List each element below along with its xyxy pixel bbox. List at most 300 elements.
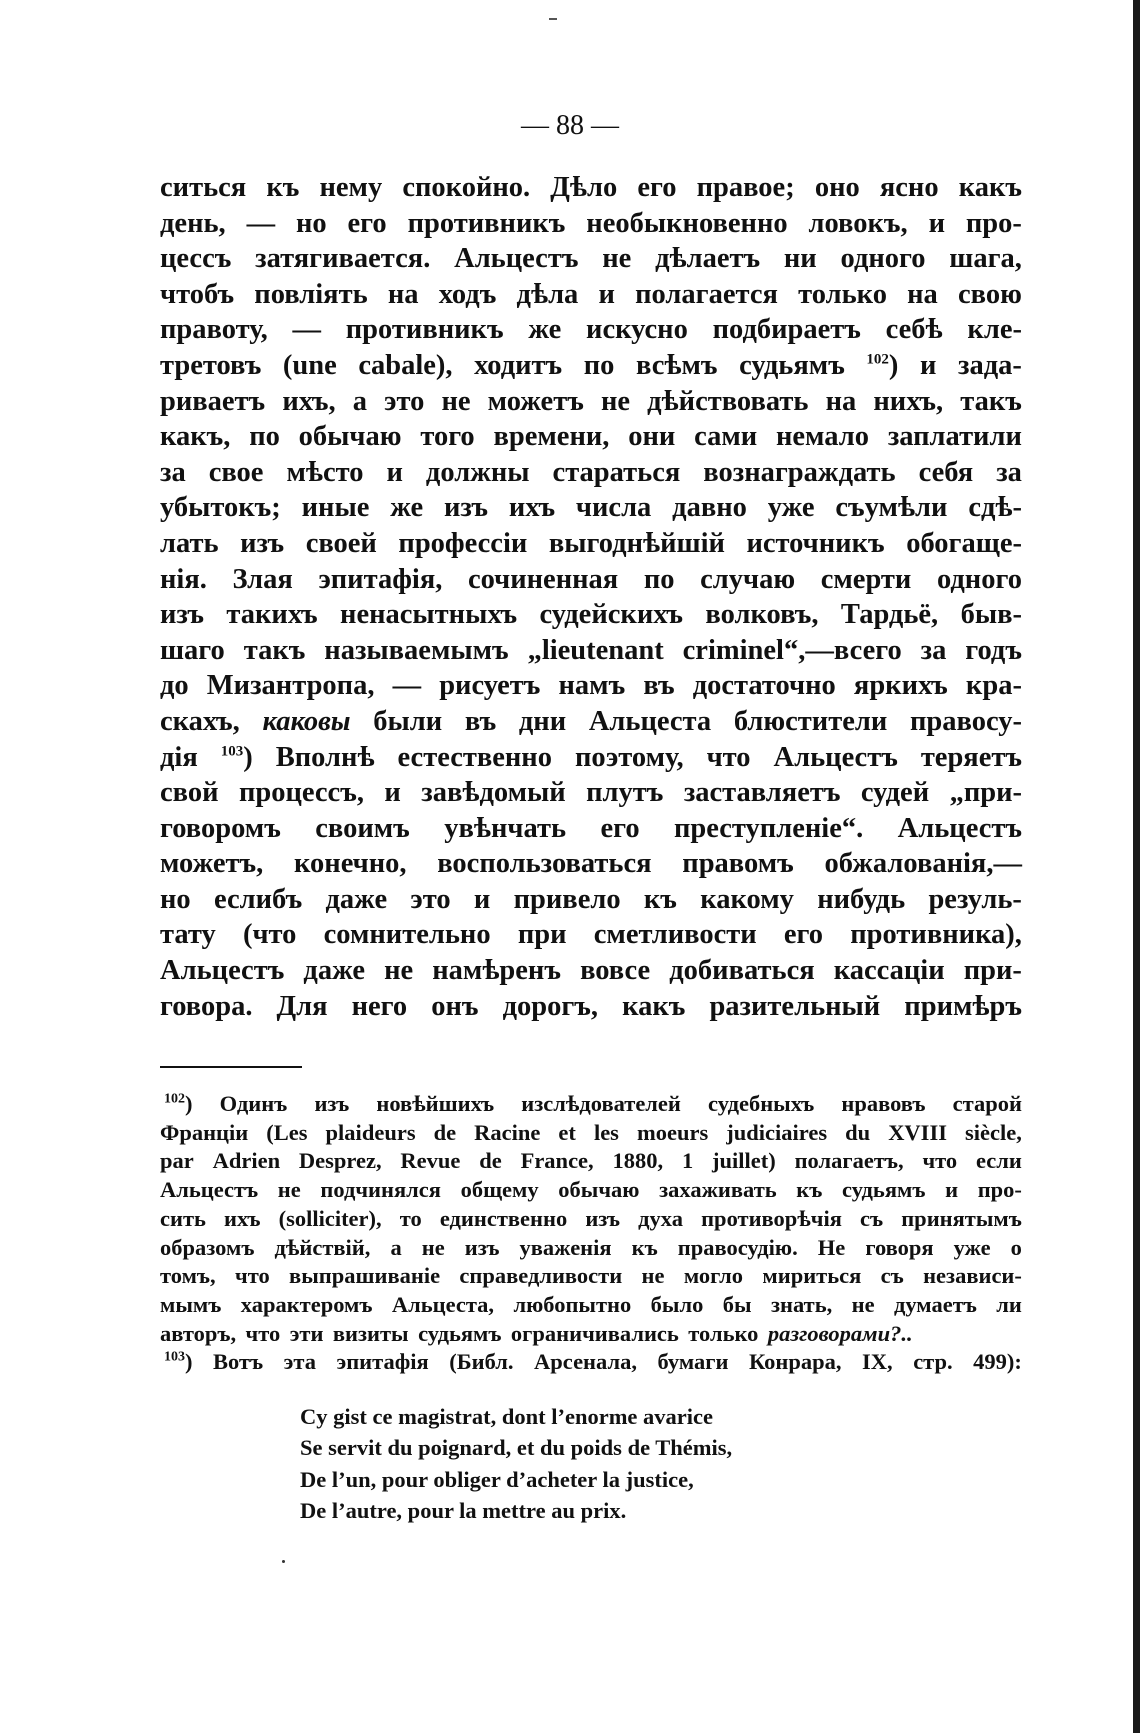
- word: изъ: [160, 599, 205, 631]
- word: они: [628, 421, 676, 453]
- word: давно: [672, 492, 747, 524]
- word: не: [641, 1263, 665, 1289]
- body-line: [160, 455, 1022, 491]
- word: cabale),: [358, 349, 453, 381]
- word: это: [384, 385, 425, 417]
- word: но: [295, 207, 327, 239]
- word: намѣренъ: [432, 955, 561, 987]
- word: France,: [520, 1148, 594, 1174]
- word: Не: [817, 1234, 846, 1260]
- word: и: [928, 207, 945, 239]
- word: каковы: [262, 705, 351, 737]
- word: и: [384, 777, 401, 809]
- word: онъ: [431, 990, 479, 1022]
- word: изъ: [314, 1091, 350, 1116]
- word: какъ,: [160, 421, 231, 453]
- word: полагаетъ,: [794, 1148, 904, 1174]
- word: цессъ: [160, 243, 232, 275]
- word: les: [593, 1119, 619, 1145]
- word: „lieutenant: [527, 634, 664, 666]
- word: обычаю: [298, 421, 402, 453]
- word: дія: [160, 741, 198, 773]
- word: ихъ: [224, 1205, 261, 1231]
- footnote-ref: 103: [164, 1349, 185, 1365]
- body-line: [160, 811, 1022, 847]
- word: говоромъ: [160, 812, 281, 844]
- word: —: [392, 670, 422, 702]
- word: сдѣ-: [968, 492, 1022, 524]
- word: только: [688, 1320, 759, 1346]
- body-line: [160, 526, 1022, 562]
- word: любопытно: [513, 1291, 632, 1317]
- word: себѣ: [885, 314, 943, 346]
- word: же: [528, 314, 562, 346]
- word: рисуетъ: [439, 670, 541, 702]
- body-line: [160, 953, 1022, 989]
- word: въ: [643, 670, 675, 702]
- word: судебныхъ: [708, 1091, 815, 1116]
- word: а: [390, 1234, 402, 1260]
- word: затягивается.: [255, 243, 431, 275]
- word: кра-: [965, 670, 1022, 702]
- body-line: [160, 597, 1022, 633]
- word: et: [558, 1119, 576, 1145]
- footnote-rule: [160, 1066, 302, 1068]
- word: Альцестъ: [160, 955, 285, 987]
- word: (une: [282, 349, 337, 381]
- word: третовъ: [160, 349, 262, 381]
- word: сами: [694, 421, 758, 453]
- page-edge: [1133, 0, 1140, 1733]
- word: шага,: [949, 243, 1022, 275]
- body-line: [160, 206, 1022, 242]
- word: ограничивались: [510, 1320, 679, 1346]
- word: мымъ: [160, 1291, 222, 1317]
- word: стараться: [552, 456, 681, 488]
- word: Дѣло: [550, 172, 618, 203]
- word: съумѣли: [835, 492, 948, 524]
- word: судьямъ: [418, 1320, 502, 1346]
- word: намъ: [558, 670, 626, 702]
- word: яркихъ: [853, 670, 948, 702]
- body-line: [160, 775, 1022, 811]
- word: обогаще-: [906, 527, 1022, 559]
- word: своимъ: [315, 812, 410, 844]
- word: судьямъ: [842, 1177, 926, 1203]
- body-line: [160, 419, 1022, 455]
- word: Вотъ: [213, 1349, 264, 1375]
- word: кассаціи: [833, 955, 945, 987]
- word: дѣла: [516, 278, 579, 310]
- word: а: [352, 385, 368, 417]
- word: блюстители: [733, 705, 888, 737]
- word: день,: [160, 207, 226, 239]
- word: одного: [936, 563, 1022, 595]
- word: какъ: [622, 990, 686, 1022]
- word: (Les: [266, 1119, 308, 1145]
- word: были: [373, 705, 443, 737]
- word: $^{103}$): [164, 1349, 193, 1375]
- word: de: [433, 1119, 457, 1145]
- word: бы: [722, 1291, 752, 1317]
- word: siècle,: [965, 1119, 1022, 1145]
- word: (что: [242, 919, 297, 951]
- word: дорогъ,: [502, 990, 599, 1022]
- word: противникъ: [345, 314, 504, 346]
- word: ихъ: [508, 492, 556, 524]
- word: изслѣдователей: [521, 1091, 681, 1116]
- word: его: [347, 207, 387, 239]
- word: можетъ: [487, 385, 584, 417]
- word: нихъ,: [873, 385, 944, 417]
- word: конечно,: [293, 848, 407, 880]
- word: (Библ.: [449, 1349, 514, 1375]
- word: Злая: [232, 563, 293, 595]
- word: какъ: [958, 172, 1022, 203]
- body-text: [160, 170, 1022, 1024]
- body-line: [160, 668, 1022, 704]
- word: ли: [996, 1291, 1022, 1317]
- word: $^{102}$): [866, 349, 899, 381]
- word: разительный: [709, 990, 881, 1022]
- word: эта: [283, 1349, 316, 1375]
- word: сить: [160, 1205, 206, 1231]
- word: обычаю: [558, 1177, 640, 1203]
- word: справедливости: [459, 1263, 623, 1289]
- word: и: [598, 278, 615, 310]
- word: заплатили: [887, 421, 1022, 453]
- word: своей: [305, 527, 377, 559]
- word: на: [907, 278, 938, 310]
- word: правое;: [696, 172, 795, 203]
- word: съ: [880, 1263, 904, 1289]
- word: Adrien: [212, 1148, 281, 1174]
- word: подбираетъ: [712, 314, 861, 346]
- word: зада-: [958, 349, 1022, 381]
- word: образомъ: [160, 1234, 255, 1260]
- word: захаживать: [659, 1177, 777, 1203]
- body-line: [160, 562, 1022, 598]
- word: поэтому,: [574, 741, 684, 773]
- word: убытокъ;: [160, 492, 281, 524]
- footnote-ref: 102: [164, 1091, 185, 1107]
- word: Конрара,: [748, 1349, 842, 1375]
- body-line: [160, 989, 1022, 1025]
- word: вознаграждать: [703, 456, 896, 488]
- word: правосудію.: [677, 1234, 798, 1260]
- word: годъ: [965, 634, 1022, 666]
- word: дѣйствій,: [274, 1234, 371, 1260]
- word: новѣйшихъ: [376, 1091, 495, 1116]
- word: вовсе: [580, 955, 651, 987]
- word: Альцестъ: [897, 812, 1022, 844]
- page-number: — 88 —: [521, 110, 619, 141]
- word: завѣдомый: [421, 777, 566, 809]
- word: $^{103}$): [220, 741, 253, 773]
- word: что: [245, 1320, 281, 1346]
- word: и: [945, 1177, 959, 1203]
- word: теряетъ: [920, 741, 1022, 773]
- word: до: [160, 670, 189, 702]
- word: du: [845, 1119, 871, 1145]
- word: не: [602, 243, 632, 275]
- word: ихъ,: [282, 385, 336, 417]
- word: принятымъ: [901, 1205, 1022, 1231]
- verse-line: Se servit du poignard, et du poids de Thémis,: [300, 1435, 733, 1461]
- word: нія.: [160, 563, 207, 595]
- word: ни: [783, 243, 817, 275]
- word: говоря: [865, 1234, 934, 1260]
- word: только: [798, 278, 887, 310]
- word: Desprez,: [298, 1148, 382, 1174]
- word: правосу-: [909, 705, 1022, 737]
- word: по: [249, 421, 280, 453]
- word: ходъ: [438, 278, 497, 310]
- word: и: [386, 456, 403, 488]
- word: говора.: [160, 990, 253, 1022]
- word: нибудь: [817, 883, 906, 915]
- word: воспользоваться: [437, 848, 652, 880]
- body-line: [160, 312, 1022, 348]
- word: числа: [575, 492, 652, 524]
- word: нему: [319, 172, 383, 203]
- word: шаго: [160, 634, 225, 666]
- word: дѣйствовать: [647, 385, 809, 417]
- word: и: [920, 349, 937, 381]
- word: дни: [518, 705, 567, 737]
- body-line: [160, 241, 1022, 277]
- body-line: [160, 740, 1022, 776]
- word: $^{102}$): [164, 1091, 193, 1116]
- word: IX,: [862, 1349, 893, 1375]
- word: за: [996, 456, 1022, 488]
- word: мѣсто: [286, 456, 364, 488]
- word: нравовъ: [841, 1091, 926, 1116]
- word: ходитъ: [474, 349, 563, 381]
- word: уваженія: [519, 1234, 612, 1260]
- word: par: [160, 1148, 194, 1174]
- word: подчинялся: [320, 1177, 441, 1203]
- word: даже: [325, 883, 388, 915]
- word: добиваться: [669, 955, 815, 987]
- body-line: [160, 846, 1022, 882]
- word: смерти: [820, 563, 912, 595]
- word: сметливости: [593, 919, 757, 951]
- word: не: [277, 1177, 301, 1203]
- word: если: [976, 1148, 1022, 1174]
- word: свой: [160, 777, 219, 809]
- word: судьямъ: [739, 349, 845, 381]
- word: привело: [513, 883, 621, 915]
- footnote-ref: 103: [220, 743, 244, 759]
- word: духа: [638, 1205, 683, 1231]
- word: ловокъ,: [808, 207, 908, 239]
- word: Альцестъ: [454, 243, 579, 275]
- word: изъ: [444, 492, 489, 524]
- body-line: [160, 882, 1022, 918]
- word: его: [600, 812, 640, 844]
- word: изъ: [240, 527, 285, 559]
- word: (solliciter),: [278, 1205, 382, 1231]
- word: что: [922, 1148, 958, 1174]
- word: къ: [796, 1177, 823, 1203]
- word: выгоднѣйшій: [548, 527, 725, 559]
- word: знать,: [770, 1291, 833, 1317]
- word: что: [706, 741, 751, 773]
- word: быв-: [960, 599, 1022, 631]
- stray-dot: [282, 1560, 285, 1563]
- word: criminel“,—всего: [682, 634, 902, 666]
- body-line: [160, 348, 1022, 384]
- body-line: [160, 633, 1022, 669]
- body-line: [160, 490, 1022, 526]
- word: характеромъ: [240, 1291, 373, 1317]
- footnote-102-line: [160, 1234, 1022, 1263]
- word: не: [600, 385, 631, 417]
- word: одного: [840, 243, 926, 275]
- word: что: [235, 1263, 270, 1289]
- word: по: [583, 349, 615, 381]
- word: judiciaires: [726, 1119, 828, 1145]
- word: эти: [289, 1320, 324, 1346]
- word: правоту,: [160, 314, 268, 346]
- word: должны: [425, 456, 530, 488]
- verse-line: Cy gist ce magistrat, dont l’enorme avarice: [300, 1404, 714, 1429]
- word: процессъ,: [238, 777, 364, 809]
- word: при-: [963, 955, 1022, 987]
- verse-line: De l’un, pour obliger d’acheter la justice,: [300, 1466, 694, 1492]
- footnote-102-line: [160, 1176, 1022, 1205]
- word: источникъ: [746, 527, 885, 559]
- word: за: [920, 634, 947, 666]
- word: свою: [958, 278, 1022, 310]
- word: правомъ: [682, 848, 794, 880]
- word: juillet): [712, 1148, 776, 1174]
- body-line: [160, 917, 1022, 953]
- word: къ: [266, 172, 300, 203]
- word: въ: [464, 705, 497, 737]
- body-line: [160, 170, 1022, 206]
- word: резуль-: [928, 883, 1022, 915]
- word: себя: [918, 456, 974, 488]
- word: moeurs: [636, 1119, 709, 1145]
- word: сомнительно: [323, 919, 491, 951]
- word: необыкновенно: [586, 207, 788, 239]
- word: судейскихъ: [539, 599, 684, 631]
- word: XVIII: [888, 1119, 947, 1145]
- word: противника),: [850, 919, 1022, 951]
- word: примѣръ: [904, 990, 1022, 1022]
- word: преступленіе“.: [674, 812, 864, 844]
- word: эпитафія,: [318, 563, 443, 595]
- word: визиты: [332, 1320, 409, 1346]
- word: Арсенала,: [534, 1349, 637, 1375]
- word: не: [384, 955, 414, 987]
- word: независи-: [923, 1263, 1022, 1289]
- word: это: [410, 883, 451, 915]
- word: можетъ,: [160, 848, 264, 880]
- word: Тардьё,: [840, 599, 939, 631]
- word: искусно: [586, 314, 688, 346]
- word: Альцеста,: [391, 1291, 495, 1317]
- footnote-102-line: [160, 1320, 1022, 1349]
- word: повліять: [254, 278, 368, 310]
- footnote-102-line: [160, 1119, 1022, 1148]
- word: авторъ,: [160, 1320, 237, 1346]
- word: 1880,: [612, 1148, 664, 1174]
- word: его: [783, 919, 824, 951]
- word: эпитафія: [336, 1349, 429, 1375]
- word: сочиненная: [467, 563, 619, 595]
- word: то: [399, 1205, 422, 1231]
- word: 1: [681, 1148, 694, 1174]
- word: увѣнчать: [444, 812, 567, 844]
- word: на: [825, 385, 857, 417]
- word: Альцеста: [588, 705, 712, 737]
- word: спокойно.: [402, 172, 531, 203]
- word: выпрашиваніе: [289, 1263, 441, 1289]
- word: него: [351, 990, 408, 1022]
- footnote-102-line: [160, 1262, 1022, 1291]
- header-mark: [549, 18, 557, 20]
- word: случаю: [700, 563, 796, 595]
- word: общему: [460, 1177, 539, 1203]
- word: оно: [814, 172, 860, 203]
- word: такъ: [960, 385, 1022, 417]
- word: того: [420, 421, 475, 453]
- footnote-103-line: [160, 1348, 1022, 1377]
- word: de: [479, 1148, 502, 1174]
- word: немало: [775, 421, 870, 453]
- word: времени,: [493, 421, 610, 453]
- body-line: [160, 704, 1022, 740]
- footnote-ref: 102: [866, 351, 889, 368]
- epitaph-verse: [300, 1401, 900, 1526]
- word: —: [246, 207, 276, 239]
- word: такъ: [243, 634, 306, 666]
- word: обжалованія,—: [824, 848, 1022, 880]
- word: разговорами?..: [767, 1320, 913, 1346]
- word: ненасытныхъ: [340, 599, 518, 631]
- word: изъ: [464, 1234, 500, 1260]
- word: такихъ: [226, 599, 318, 631]
- word: уже: [953, 1234, 991, 1260]
- word: тату: [160, 919, 216, 951]
- word: Racine: [474, 1119, 541, 1145]
- word: старой: [952, 1091, 1022, 1116]
- word: о: [1010, 1234, 1022, 1260]
- word: plaideurs: [325, 1119, 416, 1145]
- word: Revue: [400, 1148, 461, 1174]
- word: ясно: [879, 172, 939, 203]
- word: кле-: [967, 314, 1022, 346]
- word: Мизантропа,: [206, 670, 375, 702]
- word: плутъ: [586, 777, 664, 809]
- word: уже: [767, 492, 815, 524]
- word: мириться: [762, 1263, 862, 1289]
- word: про-: [965, 207, 1022, 239]
- word: но: [160, 883, 191, 915]
- word: единственно: [439, 1205, 568, 1231]
- word: при: [517, 919, 567, 951]
- word: Для: [276, 990, 328, 1022]
- word: думаетъ: [893, 1291, 977, 1317]
- word: Одинъ: [219, 1091, 288, 1116]
- word: всѣмъ: [636, 349, 718, 381]
- word: про-: [977, 1177, 1022, 1203]
- word: „при-: [949, 777, 1022, 809]
- word: съ: [860, 1205, 884, 1231]
